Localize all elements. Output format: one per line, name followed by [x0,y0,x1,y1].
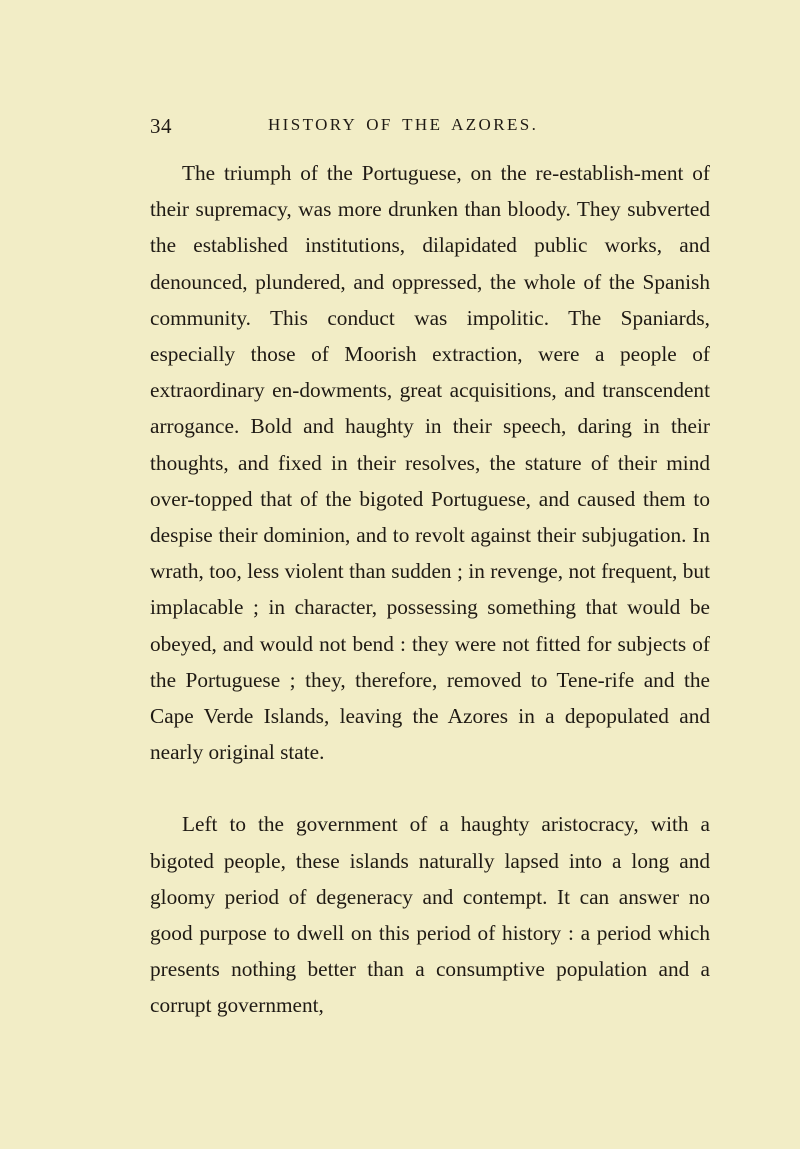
page-header [150,114,710,138]
paragraph-2: Left to the government of a haughty aristocracy, with a bigoted people, these islands naturally lapsed into a long and gloomy period of degeneracy and contempt. It can answer no good purpose to dwell on this period of history : a period which presents nothing better than a consumptive population and a corrupt government, [150,812,710,1018]
running-head: HISTORY OF THE AZORES. [268,115,539,134]
page-number: 34 [150,114,172,138]
page-body [150,155,710,1024]
paragraph-1: The triumph of the Portuguese, on the re-establish-ment of their supremacy, was more drunken than bloody. They subverted the established institutions, dilapidated public works, and denounced, plundered, and oppressed, the whole of the Spanish community. This conduct was impolitic. The Spaniards, especially those of Moorish extraction, were a people of extraordinary en-dowments, great acquisitions, and transcendent arrogance. Bold and haughty in their speech, daring in their thoughts, and fixed in their resolves, the stature of their mind over-topped that of the bigoted Portuguese, and caused them to despise their dominion, and to revolt against their subjugation. In wrath, too, less violent than sudden ; in revenge, not frequent, but implacable ; in character, possessing something that would be obeyed, and would not bend : they were not fitted for subjects of the Portuguese ; they, therefore, removed to Tene-rife and the Cape Verde Islands, leaving the Azores in a depopulated and nearly original state. [150,161,710,765]
